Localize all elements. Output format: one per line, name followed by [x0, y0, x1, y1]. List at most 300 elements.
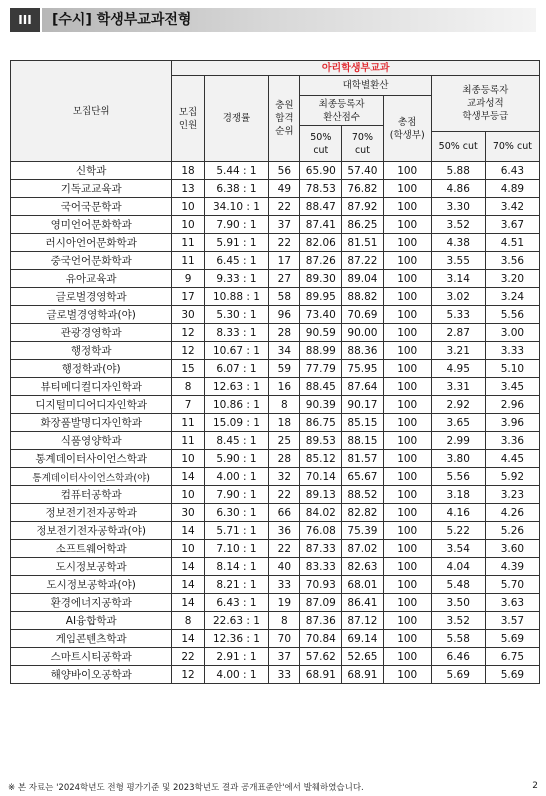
- cell-quota: 30: [172, 306, 204, 324]
- cell-quota: 8: [172, 378, 204, 396]
- cell-grade-70: 4.26: [485, 504, 539, 522]
- cell-unit: 뷰티메디컬디자인학과: [11, 378, 172, 396]
- cell-unit: 영미언어문화학과: [11, 216, 172, 234]
- cell-score-50: 89.13: [300, 486, 342, 504]
- cell-score-70: 68.01: [342, 576, 384, 594]
- cell-ratio: 5.90 : 1: [204, 450, 269, 468]
- cell-score-70: 70.69: [342, 306, 384, 324]
- cell-rank: 28: [269, 450, 300, 468]
- cell-grade-50: 3.80: [431, 450, 485, 468]
- cell-unit: 정보전기전자공학과: [11, 504, 172, 522]
- cell-unit: 도시정보공학과(야): [11, 576, 172, 594]
- cell-rank: 16: [269, 378, 300, 396]
- header-category: 아리학생부교과: [172, 61, 540, 76]
- cell-total: 100: [383, 630, 431, 648]
- cell-total: 100: [383, 234, 431, 252]
- cell-total: 100: [383, 486, 431, 504]
- cell-ratio: 8.45 : 1: [204, 432, 269, 450]
- cell-grade-50: 3.50: [431, 594, 485, 612]
- cell-rank: 8: [269, 612, 300, 630]
- table-row: [11, 666, 540, 684]
- cell-grade-70: 6.75: [485, 648, 539, 666]
- cell-score-70: 88.36: [342, 342, 384, 360]
- header-grade-70: 70% cut: [485, 132, 539, 162]
- cell-score-50: 84.02: [300, 504, 342, 522]
- cell-rank: 22: [269, 540, 300, 558]
- cell-rank: 66: [269, 504, 300, 522]
- cell-score-70: 81.51: [342, 234, 384, 252]
- cell-total: 100: [383, 162, 431, 180]
- cell-grade-70: 6.43: [485, 162, 539, 180]
- cell-grade-50: 4.38: [431, 234, 485, 252]
- table-row: [11, 540, 540, 558]
- cell-total: 100: [383, 288, 431, 306]
- cell-rank: 37: [269, 216, 300, 234]
- cell-grade-70: 3.23: [485, 486, 539, 504]
- cell-total: 100: [383, 252, 431, 270]
- cell-quota: 10: [172, 450, 204, 468]
- cell-rank: 59: [269, 360, 300, 378]
- cell-score-50: 70.14: [300, 468, 342, 486]
- cell-score-70: 65.67: [342, 468, 384, 486]
- cell-rank: 37: [269, 648, 300, 666]
- cell-rank: 34: [269, 342, 300, 360]
- cell-grade-50: 3.52: [431, 216, 485, 234]
- cell-score-50: 68.91: [300, 666, 342, 684]
- cell-total: 100: [383, 468, 431, 486]
- cell-unit: 정보전기전자공학과(야): [11, 522, 172, 540]
- cell-grade-70: 5.69: [485, 666, 539, 684]
- cell-ratio: 7.10 : 1: [204, 540, 269, 558]
- cell-quota: 11: [172, 252, 204, 270]
- cell-score-70: 52.65: [342, 648, 384, 666]
- cell-grade-70: 4.89: [485, 180, 539, 198]
- cell-quota: 14: [172, 576, 204, 594]
- cell-grade-50: 5.88: [431, 162, 485, 180]
- cell-quota: 7: [172, 396, 204, 414]
- cell-ratio: 6.30 : 1: [204, 504, 269, 522]
- cell-unit: 국어국문학과: [11, 198, 172, 216]
- cell-rank: 96: [269, 306, 300, 324]
- cell-total: 100: [383, 360, 431, 378]
- cell-unit: 글로벌경영학과: [11, 288, 172, 306]
- table-row: [11, 612, 540, 630]
- cell-rank: 17: [269, 252, 300, 270]
- cell-quota: 17: [172, 288, 204, 306]
- cell-rank: 32: [269, 468, 300, 486]
- cell-total: 100: [383, 270, 431, 288]
- cell-total: 100: [383, 612, 431, 630]
- cell-ratio: 5.44 : 1: [204, 162, 269, 180]
- header-ratio: 경쟁률: [204, 76, 269, 162]
- cell-unit: 스마트시티공학과: [11, 648, 172, 666]
- cell-score-70: 82.82: [342, 504, 384, 522]
- cell-ratio: 2.91 : 1: [204, 648, 269, 666]
- cell-ratio: 5.30 : 1: [204, 306, 269, 324]
- cell-total: 100: [383, 216, 431, 234]
- cell-grade-70: 5.10: [485, 360, 539, 378]
- cell-quota: 10: [172, 540, 204, 558]
- cell-unit: 유아교육과: [11, 270, 172, 288]
- cell-grade-50: 2.87: [431, 324, 485, 342]
- cell-score-70: 87.12: [342, 612, 384, 630]
- cell-unit: 관광경영학과: [11, 324, 172, 342]
- cell-quota: 9: [172, 270, 204, 288]
- cell-ratio: 12.63 : 1: [204, 378, 269, 396]
- page-number: 2: [532, 781, 538, 791]
- table-row: [11, 324, 540, 342]
- cell-grade-70: 3.57: [485, 612, 539, 630]
- cell-quota: 10: [172, 486, 204, 504]
- cell-grade-70: 3.36: [485, 432, 539, 450]
- table-row: [11, 270, 540, 288]
- cell-ratio: 4.00 : 1: [204, 468, 269, 486]
- cell-unit: 글로벌경영학과(야): [11, 306, 172, 324]
- cell-grade-70: 3.60: [485, 540, 539, 558]
- cell-score-50: 87.36: [300, 612, 342, 630]
- cell-grade-50: 3.30: [431, 198, 485, 216]
- cell-ratio: 7.90 : 1: [204, 216, 269, 234]
- cell-rank: 18: [269, 414, 300, 432]
- table-row: [11, 432, 540, 450]
- header-score-70: 70% cut: [342, 126, 384, 162]
- cell-score-70: 89.04: [342, 270, 384, 288]
- cell-grade-70: 5.26: [485, 522, 539, 540]
- cell-quota: 18: [172, 162, 204, 180]
- cell-rank: 25: [269, 432, 300, 450]
- table-row: [11, 630, 540, 648]
- table-row: [11, 576, 540, 594]
- cell-score-50: 89.95: [300, 288, 342, 306]
- cell-grade-70: 2.96: [485, 396, 539, 414]
- cell-total: 100: [383, 666, 431, 684]
- section-header: [10, 8, 536, 32]
- cell-ratio: 6.43 : 1: [204, 594, 269, 612]
- cell-unit: 행정학과(야): [11, 360, 172, 378]
- cell-quota: 11: [172, 234, 204, 252]
- cell-grade-70: 5.69: [485, 630, 539, 648]
- cell-rank: 27: [269, 270, 300, 288]
- cell-rank: 58: [269, 288, 300, 306]
- cell-quota: 12: [172, 342, 204, 360]
- cell-score-70: 88.52: [342, 486, 384, 504]
- cell-score-50: 90.59: [300, 324, 342, 342]
- cell-rank: 49: [269, 180, 300, 198]
- cell-grade-50: 3.52: [431, 612, 485, 630]
- cell-grade-70: 4.39: [485, 558, 539, 576]
- cell-score-70: 88.15: [342, 432, 384, 450]
- table-row: [11, 288, 540, 306]
- cell-score-50: 57.62: [300, 648, 342, 666]
- cell-grade-50: 4.86: [431, 180, 485, 198]
- cell-score-50: 65.90: [300, 162, 342, 180]
- cell-grade-70: 3.63: [485, 594, 539, 612]
- table-row: [11, 450, 540, 468]
- cell-unit: 행정학과: [11, 342, 172, 360]
- cell-grade-70: 3.96: [485, 414, 539, 432]
- cell-ratio: 10.86 : 1: [204, 396, 269, 414]
- cell-quota: 12: [172, 666, 204, 684]
- cell-quota: 11: [172, 414, 204, 432]
- cell-grade-50: 4.95: [431, 360, 485, 378]
- cell-ratio: 7.90 : 1: [204, 486, 269, 504]
- cell-score-50: 85.12: [300, 450, 342, 468]
- cell-unit: 컴퓨터공학과: [11, 486, 172, 504]
- section-number-badge: III: [10, 8, 40, 32]
- table-row: [11, 378, 540, 396]
- cell-score-50: 73.40: [300, 306, 342, 324]
- cell-grade-50: 3.14: [431, 270, 485, 288]
- cell-grade-70: 4.45: [485, 450, 539, 468]
- cell-total: 100: [383, 198, 431, 216]
- cell-score-50: 87.09: [300, 594, 342, 612]
- cell-grade-70: 3.00: [485, 324, 539, 342]
- cell-quota: 15: [172, 360, 204, 378]
- cell-grade-50: 3.55: [431, 252, 485, 270]
- cell-ratio: 10.88 : 1: [204, 288, 269, 306]
- cell-quota: 14: [172, 630, 204, 648]
- table-row: [11, 180, 540, 198]
- header-quota: 모집 인원: [172, 76, 204, 162]
- table-row: [11, 216, 540, 234]
- cell-score-50: 88.47: [300, 198, 342, 216]
- cell-grade-50: 2.92: [431, 396, 485, 414]
- cell-grade-50: 5.33: [431, 306, 485, 324]
- cell-grade-50: 5.48: [431, 576, 485, 594]
- cell-ratio: 22.63 : 1: [204, 612, 269, 630]
- cell-ratio: 8.14 : 1: [204, 558, 269, 576]
- cell-unit: 기독교교육과: [11, 180, 172, 198]
- cell-score-50: 76.08: [300, 522, 342, 540]
- cell-score-70: 87.22: [342, 252, 384, 270]
- cell-score-50: 87.41: [300, 216, 342, 234]
- cell-unit: 중국언어문화학과: [11, 252, 172, 270]
- cell-score-50: 89.30: [300, 270, 342, 288]
- cell-rank: 36: [269, 522, 300, 540]
- section-title: [수시] 학생부교과전형: [52, 12, 192, 28]
- cell-rank: 28: [269, 324, 300, 342]
- cell-score-70: 69.14: [342, 630, 384, 648]
- cell-total: 100: [383, 432, 431, 450]
- cell-unit: 통계데이터사이언스학과: [11, 450, 172, 468]
- cell-total: 100: [383, 450, 431, 468]
- cell-score-50: 70.93: [300, 576, 342, 594]
- cell-total: 100: [383, 306, 431, 324]
- cell-rank: 70: [269, 630, 300, 648]
- cell-unit: AI융합학과: [11, 612, 172, 630]
- cell-score-50: 88.45: [300, 378, 342, 396]
- cell-rank: 8: [269, 396, 300, 414]
- header-grade-group: 최종등록자 교과성적 학생부등급: [431, 76, 539, 132]
- cell-grade-70: 3.33: [485, 342, 539, 360]
- cell-rank: 33: [269, 576, 300, 594]
- table-row: [11, 486, 540, 504]
- table-row: [11, 162, 540, 180]
- table-row: [11, 522, 540, 540]
- cell-score-50: 89.53: [300, 432, 342, 450]
- cell-grade-50: 4.16: [431, 504, 485, 522]
- header-total: 총점 (학생부): [383, 96, 431, 162]
- cell-rank: 22: [269, 486, 300, 504]
- cell-score-70: 90.00: [342, 324, 384, 342]
- cell-score-70: 86.25: [342, 216, 384, 234]
- cell-score-70: 87.64: [342, 378, 384, 396]
- cell-score-50: 87.33: [300, 540, 342, 558]
- cell-ratio: 10.67 : 1: [204, 342, 269, 360]
- table-row: [11, 414, 540, 432]
- cell-quota: 14: [172, 522, 204, 540]
- footnote: ※ 본 자료는 '2024학년도 전형 평가기준 및 2023학년도 결과 공개표준안'에서 발췌하였습니다.: [8, 783, 364, 793]
- cell-quota: 12: [172, 324, 204, 342]
- cell-ratio: 6.07 : 1: [204, 360, 269, 378]
- cell-grade-70: 3.67: [485, 216, 539, 234]
- table-row: [11, 648, 540, 666]
- cell-score-50: 78.53: [300, 180, 342, 198]
- cell-total: 100: [383, 576, 431, 594]
- cell-score-70: 86.41: [342, 594, 384, 612]
- cell-ratio: 15.09 : 1: [204, 414, 269, 432]
- cell-ratio: 5.91 : 1: [204, 234, 269, 252]
- cell-quota: 14: [172, 594, 204, 612]
- cell-grade-50: 6.46: [431, 648, 485, 666]
- cell-ratio: 8.33 : 1: [204, 324, 269, 342]
- cell-score-70: 90.17: [342, 396, 384, 414]
- table-row: [11, 396, 540, 414]
- cell-quota: 10: [172, 216, 204, 234]
- cell-grade-50: 5.56: [431, 468, 485, 486]
- cell-score-50: 87.26: [300, 252, 342, 270]
- cell-rank: 19: [269, 594, 300, 612]
- cell-ratio: 5.71 : 1: [204, 522, 269, 540]
- cell-quota: 22: [172, 648, 204, 666]
- cell-score-70: 85.15: [342, 414, 384, 432]
- cell-grade-50: 2.99: [431, 432, 485, 450]
- cell-quota: 8: [172, 612, 204, 630]
- cell-score-70: 87.02: [342, 540, 384, 558]
- cell-score-70: 75.39: [342, 522, 384, 540]
- header-rank: 충원 합격 순위: [269, 76, 300, 162]
- cell-quota: 11: [172, 432, 204, 450]
- cell-quota: 14: [172, 558, 204, 576]
- cell-total: 100: [383, 342, 431, 360]
- cell-ratio: 8.21 : 1: [204, 576, 269, 594]
- cell-total: 100: [383, 180, 431, 198]
- cell-total: 100: [383, 504, 431, 522]
- cell-ratio: 12.36 : 1: [204, 630, 269, 648]
- cell-total: 100: [383, 324, 431, 342]
- cell-grade-70: 5.56: [485, 306, 539, 324]
- table-row: [11, 504, 540, 522]
- cell-grade-50: 3.31: [431, 378, 485, 396]
- cell-score-50: 88.99: [300, 342, 342, 360]
- cell-total: 100: [383, 648, 431, 666]
- table-row: [11, 360, 540, 378]
- cell-score-70: 82.63: [342, 558, 384, 576]
- cell-grade-50: 3.54: [431, 540, 485, 558]
- cell-score-50: 70.84: [300, 630, 342, 648]
- cell-grade-50: 5.69: [431, 666, 485, 684]
- cell-total: 100: [383, 594, 431, 612]
- cell-score-50: 86.75: [300, 414, 342, 432]
- cell-total: 100: [383, 522, 431, 540]
- table-row: [11, 306, 540, 324]
- cell-score-70: 68.91: [342, 666, 384, 684]
- cell-quota: 30: [172, 504, 204, 522]
- header-conversion-group: 대학별환산: [300, 76, 431, 96]
- cell-rank: 56: [269, 162, 300, 180]
- cell-unit: 통계데이터사이언스학과(야): [11, 468, 172, 486]
- cell-grade-50: 3.02: [431, 288, 485, 306]
- admission-results-table: [10, 60, 540, 684]
- cell-unit: 신학과: [11, 162, 172, 180]
- cell-rank: 40: [269, 558, 300, 576]
- cell-ratio: 6.45 : 1: [204, 252, 269, 270]
- cell-grade-70: 4.51: [485, 234, 539, 252]
- cell-grade-50: 3.18: [431, 486, 485, 504]
- cell-grade-70: 3.56: [485, 252, 539, 270]
- cell-grade-50: 4.04: [431, 558, 485, 576]
- cell-ratio: 4.00 : 1: [204, 666, 269, 684]
- cell-grade-70: 5.92: [485, 468, 539, 486]
- cell-grade-70: 3.24: [485, 288, 539, 306]
- cell-unit: 도시정보공학과: [11, 558, 172, 576]
- cell-unit: 환경에너지공학과: [11, 594, 172, 612]
- cell-total: 100: [383, 414, 431, 432]
- cell-unit: 러시아언어문화학과: [11, 234, 172, 252]
- cell-score-70: 88.82: [342, 288, 384, 306]
- cell-score-70: 57.40: [342, 162, 384, 180]
- cell-grade-50: 5.22: [431, 522, 485, 540]
- cell-grade-70: 3.20: [485, 270, 539, 288]
- header-grade-50: 50% cut: [431, 132, 485, 162]
- cell-total: 100: [383, 540, 431, 558]
- cell-rank: 33: [269, 666, 300, 684]
- cell-score-70: 75.95: [342, 360, 384, 378]
- table-row: [11, 252, 540, 270]
- table-row: [11, 234, 540, 252]
- cell-quota: 13: [172, 180, 204, 198]
- cell-grade-50: 5.58: [431, 630, 485, 648]
- cell-grade-70: 3.42: [485, 198, 539, 216]
- cell-score-70: 81.57: [342, 450, 384, 468]
- cell-unit: 소프트웨어학과: [11, 540, 172, 558]
- cell-total: 100: [383, 558, 431, 576]
- header-unit: 모집단위: [11, 61, 172, 162]
- cell-unit: 식품영양학과: [11, 432, 172, 450]
- cell-quota: 10: [172, 198, 204, 216]
- cell-ratio: 6.38 : 1: [204, 180, 269, 198]
- cell-quota: 14: [172, 468, 204, 486]
- cell-score-70: 76.82: [342, 180, 384, 198]
- cell-grade-50: 3.21: [431, 342, 485, 360]
- cell-rank: 22: [269, 234, 300, 252]
- header-score-50: 50% cut: [300, 126, 342, 162]
- cell-unit: 디지털미디어디자인학과: [11, 396, 172, 414]
- cell-total: 100: [383, 396, 431, 414]
- table-row: [11, 342, 540, 360]
- table-row: [11, 558, 540, 576]
- cell-unit: 해양바이오공학과: [11, 666, 172, 684]
- cell-ratio: 9.33 : 1: [204, 270, 269, 288]
- cell-unit: 게임콘텐츠학과: [11, 630, 172, 648]
- cell-score-50: 83.33: [300, 558, 342, 576]
- cell-grade-50: 3.65: [431, 414, 485, 432]
- header-final-score: 최종등록자 환산점수: [300, 96, 383, 126]
- cell-ratio: 34.10 : 1: [204, 198, 269, 216]
- cell-score-70: 87.92: [342, 198, 384, 216]
- cell-rank: 22: [269, 198, 300, 216]
- table-row: [11, 594, 540, 612]
